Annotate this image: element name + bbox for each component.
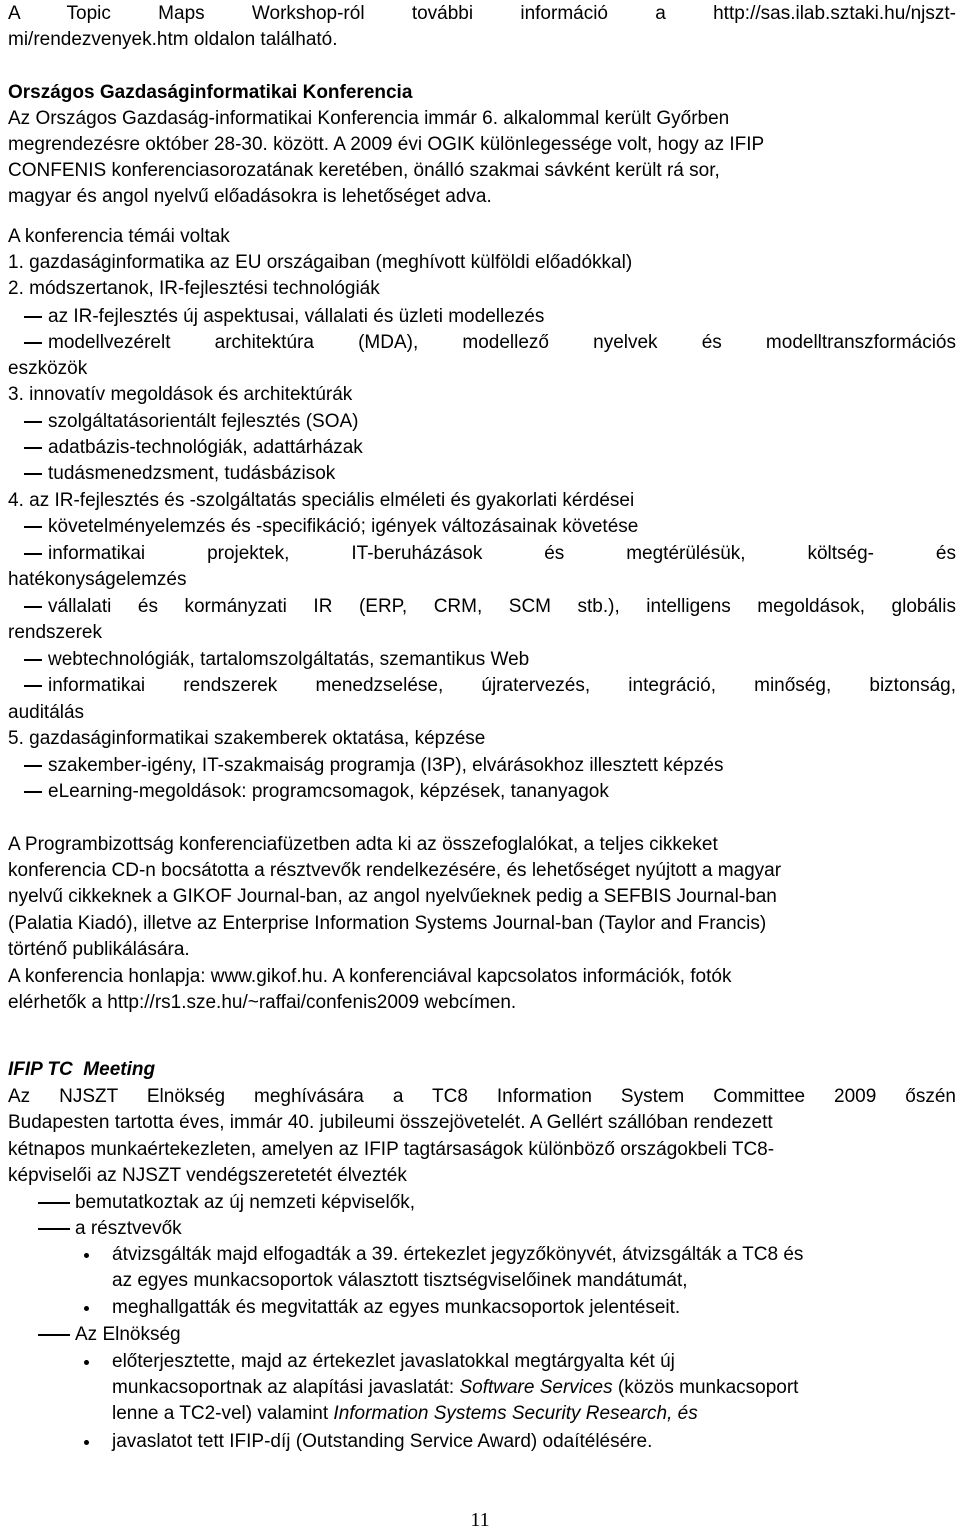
paragraph-line: A Programbizottság konferenciafüzetben adta ki az összefoglalókat, a teljes cikkeket — [8, 834, 718, 855]
topic-item: 1. gazdaságinformatika az EU országaiban (meghívott külföldi előadókkal) — [8, 252, 633, 273]
paragraph-line: kétnapos munkaértekezleten, amelyen az IFIP tagtársaságok különböző országokbeli TC8- — [8, 1139, 775, 1160]
topic-item: 4. az IR-fejlesztés és -szolgáltatás speciális elméleti és gyakorlati kérdései — [8, 490, 635, 511]
sub-topic-continuation: eszközök — [8, 358, 88, 379]
dash-bullet-icon — [38, 1228, 70, 1230]
paragraph-line: nyelvű cikkeknek a GIKOF Journal-ban, az angol nyelvűeknek pedig a SEFBIS Journal-ban — [8, 886, 777, 907]
dash-bullet-icon — [24, 553, 42, 555]
topic-item: 3. innovatív megoldások és architektúrák — [8, 384, 353, 405]
intro-line: A Topic Maps Workshop-ról további információ a http://sas.ilab.sztaki.hu/njszt- — [8, 3, 956, 24]
dash-bullet-icon — [38, 1202, 70, 1204]
paragraph-line: Budapesten tartotta éves, immár 40. jubileumi összejövetelét. A Gellért szállóban rendezett — [8, 1112, 773, 1133]
dash-bullet-icon — [24, 659, 42, 661]
section-title-ogik: Országos Gazdaságinformatikai Konferencia — [8, 82, 413, 103]
dash-bullet-icon — [24, 421, 42, 423]
paragraph-line: magyar és angol nyelvű előadásokra is lehetőséget adva. — [8, 186, 492, 207]
paragraph-line: CONFENIS konferenciasorozatának keretében, önálló szakmai sávként került rá sor, — [8, 160, 720, 181]
dash-bullet-icon — [24, 447, 42, 449]
paragraph-line: konferencia CD-n bocsátotta a résztvevők rendelkezésére, és lehetőséget nyújtott a magyar — [8, 860, 782, 881]
paragraph-line: képviselői az NJSZT vendégszeretetét élvezték — [8, 1165, 407, 1186]
bullet-continuation: az egyes munkacsoportok választott tisztségviselőinek mandátumát, — [112, 1270, 688, 1291]
dash-bullet-icon — [24, 342, 42, 344]
topic-item: 2. módszertanok, IR-fejlesztési technológiák — [8, 278, 380, 299]
bullet-dot-icon — [84, 1360, 89, 1365]
page-number: 11 — [470, 1509, 490, 1531]
dash-bullet-icon — [38, 1334, 70, 1336]
dash-bullet-icon — [24, 526, 42, 528]
topics-heading: A konferencia témái voltak — [8, 226, 230, 247]
bullet-dot-icon — [84, 1253, 89, 1258]
bullet-dot-icon — [84, 1306, 89, 1311]
topic-item: 5. gazdaságinformatikai szakemberek oktatása, képzése — [8, 728, 486, 749]
paragraph-line: megrendezésre október 28-30. között. A 2009 évi OGIK különlegessége volt, hogy az IFIP — [8, 134, 765, 155]
sub-topic-continuation: auditálás — [8, 702, 85, 723]
dash-bullet-icon — [24, 791, 42, 793]
bullet-continuation: lenne a TC2-vel) valamint Information Systems Security Research, és — [112, 1403, 698, 1424]
bullet-continuation: munkacsoportnak az alapítási javaslatát: Software Services (közös munkacsoport — [112, 1377, 799, 1398]
paragraph-line: elérhetők a http://rs1.sze.hu/~raffai/confenis2009 webcímen. — [8, 992, 517, 1013]
paragraph-line: Az NJSZT Elnökség meghívására a TC8 Information System Committee 2009 őszén — [8, 1086, 956, 1107]
paragraph-line: A konferencia honlapja: www.gikof.hu. A konferenciával kapcsolatos információk, fotók — [8, 966, 732, 987]
dash-bullet-icon — [24, 473, 42, 475]
intro-line: mi/rendezvenyek.htm oldalon található. — [8, 29, 338, 50]
paragraph-line: Az Országos Gazdaság-informatikai Konferencia immár 6. alkalommal került Győrben — [8, 108, 730, 129]
dash-bullet-icon — [24, 685, 42, 687]
dash-bullet-icon — [24, 316, 42, 318]
dash-bullet-icon — [24, 606, 42, 608]
section-title-ifip: IFIP TC Meeting — [8, 1059, 156, 1080]
sub-topic-continuation: rendszerek — [8, 622, 102, 643]
sub-topic-continuation: hatékonyságelemzés — [8, 569, 187, 590]
paragraph-line: történő publikálására. — [8, 939, 190, 960]
bullet-dot-icon — [84, 1440, 89, 1445]
dash-bullet-icon — [24, 765, 42, 767]
paragraph-line: (Palatia Kiadó), illetve az Enterprise Information Systems Journal-ban (Taylor and Francis) — [8, 913, 767, 934]
